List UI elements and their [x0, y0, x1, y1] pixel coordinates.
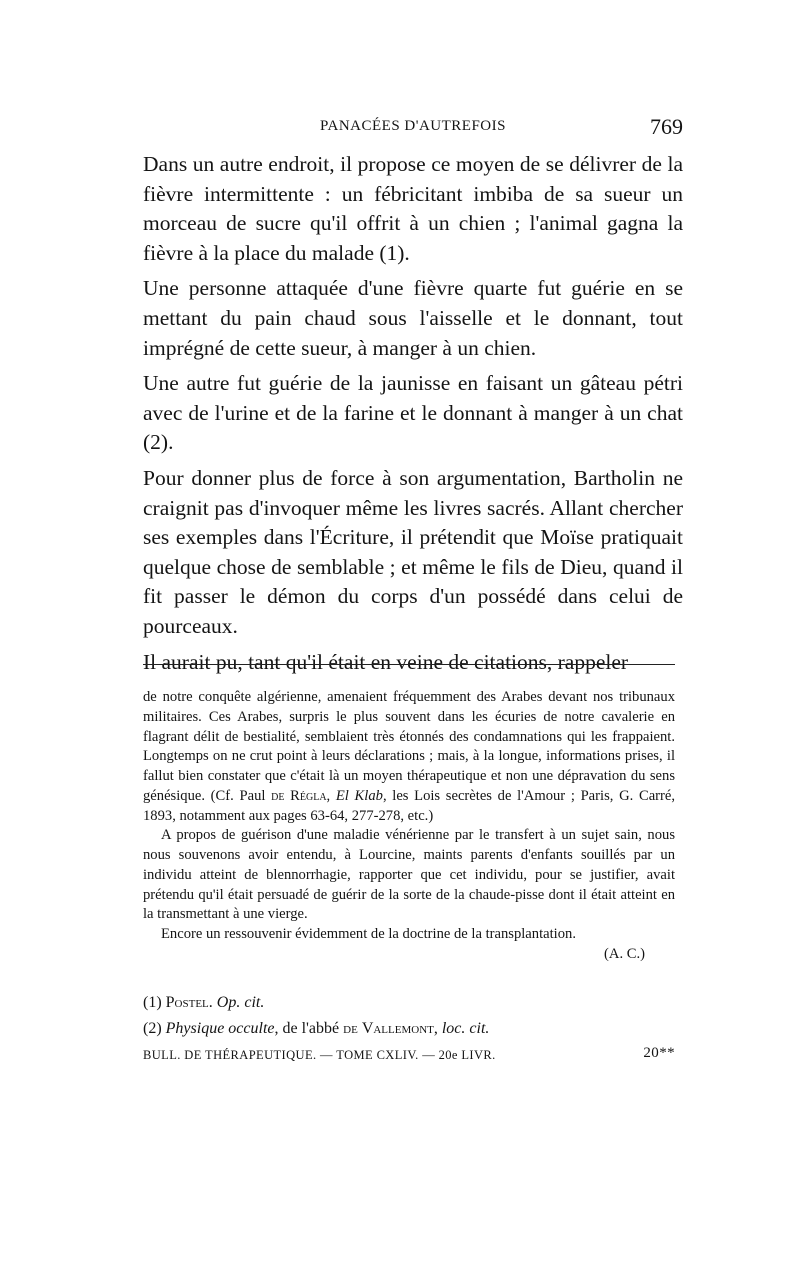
note-paragraph-2: A propos de guérison d'une maladie vénérienne par le transfert à un sujet sain, nous nous souvenons avoir entendu, à Lourcine, maints parents d'enfants souillés par un individu atteint de blennorrhagie, rapporter que cet individu, pour se justifier, avait prétendu qu'il était persuadé de guérir de la sorte de la chaude-pisse dont il était atteint en la transmettant à une vierge.: [143, 827, 675, 923]
paragraph-3: Une autre fut guérie de la jaunisse en faisant un gâteau pétri avec de l'urine et de la farine et le donnant à manger à un chat (2).: [143, 371, 683, 455]
footer-journal: BULL. DE THÉRAPEUTIQUE. — TOME CXLIV. — 20e LIVR.: [143, 1048, 496, 1062]
note-paragraph-3: Encore un ressouvenir évidemment de la doctrine de la transplantation.: [161, 926, 576, 942]
paragraph-1: Dans un autre endroit, il propose ce moyen de se délivrer de la fièvre intermittente : un fébricitant imbiba de sa sueur un morceau de sucre qu'il offrit à un chien ; l'animal gagna la fièvre à la place du malade (1).: [143, 152, 683, 265]
footnotes: [143, 990, 675, 1042]
main-text: [143, 150, 683, 683]
running-title: PANACÉES D'AUTREFOIS: [320, 118, 506, 134]
page-footer: [143, 1045, 675, 1063]
paragraph-2: Une personne attaquée d'une fièvre quarte fut guérie en se mettant du pain chaud sous l'aisselle et le donnant, tout imprégné de cette sueur, à manger à un chien.: [143, 276, 683, 360]
footnote-1: (1) Postel. Op. cit.: [143, 994, 265, 1011]
page-number: 769: [650, 114, 683, 139]
footnote-2: (2) Physique occulte, de l'abbé de Vallemont, loc. cit.: [143, 1020, 490, 1037]
paragraph-5: Il aurait pu, tant qu'il était en veine de citations, rappeler: [143, 649, 629, 674]
note-book-title: El Klab: [335, 787, 383, 804]
paragraph-4: Pour donner plus de force à son argumentation, Bartholin ne craignit pas d'invoquer même les livres sacrés. Allant chercher ses exemples dans l'Écriture, il prétendit que Moïse pratiquait quelque chose de semblable ; et même le fils de Dieu, quand il fit passer le démon du corps d'un possédé dans celui de pourceaux.: [143, 465, 683, 638]
footer-signature-mark: 20**: [643, 1045, 675, 1061]
footnote-rule: [143, 664, 675, 665]
note-paragraph-1: de notre conquête algérienne, amenaient fréquemment des Arabes devant nos tribunaux militaires. Ces Arabes, surpris le plus souvent dans les écuries de notre cavalerie en flagrant délit de bestialité, semblaient très étonnés des condamnations qui les frappaient. Longtemps on ne crut point à leurs déclarations ; mais, à la longue, informations prises, il fallut bien constater que c'était là un moyen thérapeutique et non une dépravation du sens génésique. (Cf. Paul de Régla, El Klab, les Lois secrètes de l'Amour ; Paris, G. Carré, 1893, notamment aux pages 63-64, 277-278, etc.): [143, 689, 676, 824]
note-signature: (A. C.): [604, 945, 645, 962]
running-head: [143, 116, 683, 144]
continued-note: [143, 688, 675, 965]
